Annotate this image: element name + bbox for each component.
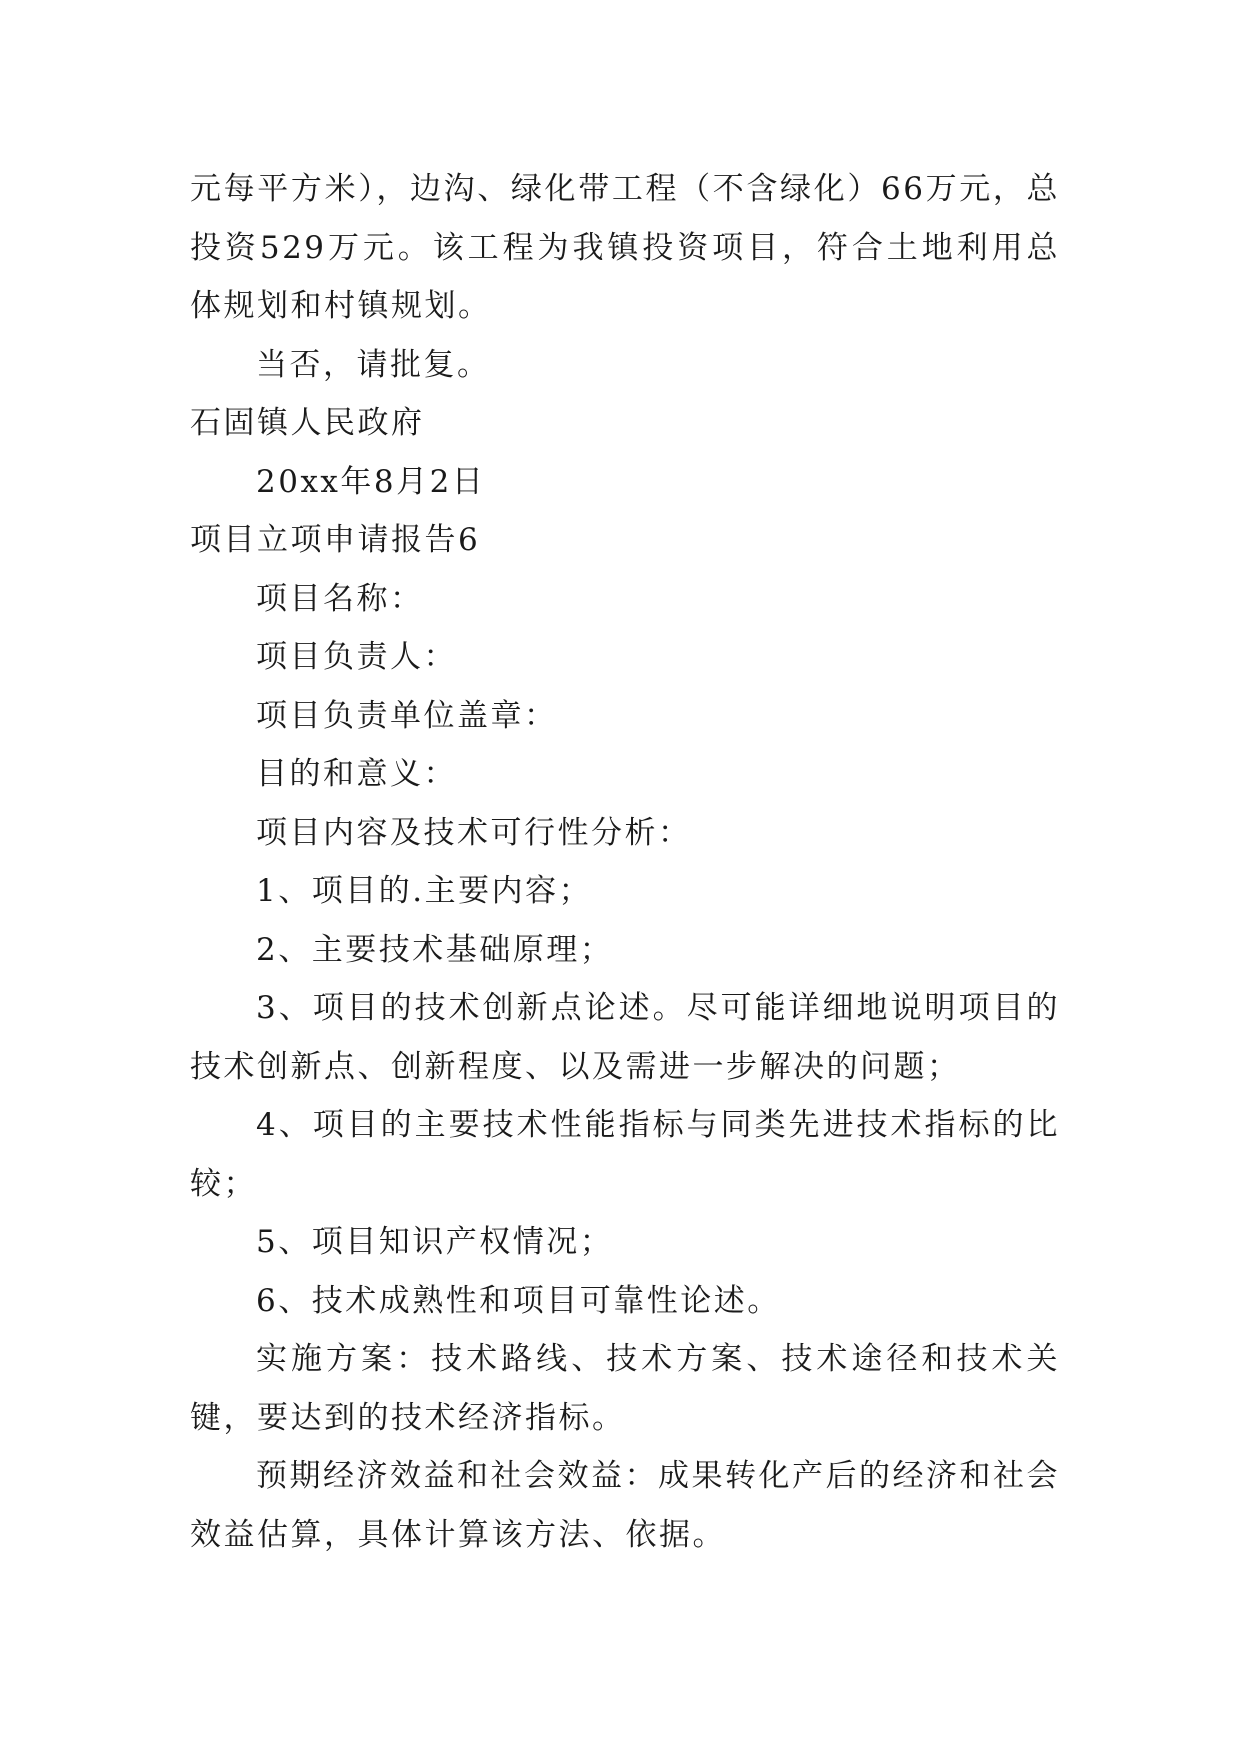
- signature-organization: 石固镇人民政府: [190, 405, 425, 441]
- paragraph-expected-benefits: 预期经济效益和社会效益：成果转化产后的经济和社会效益估算，具体计算该方法、依据。: [190, 1458, 1060, 1553]
- signature-date: 20xx年8月2日: [256, 463, 486, 500]
- field-project-leader: 项目负责人：: [256, 639, 457, 675]
- list-item-5: 5、项目知识产权情况；: [256, 1224, 614, 1260]
- list-item-2: 2、主要技术基础原理；: [256, 931, 614, 968]
- field-responsible-unit-seal: 项目负责单位盖章：: [256, 697, 558, 734]
- field-purpose: 目的和意义：: [256, 756, 457, 792]
- field-feasibility-analysis: 项目内容及技术可行性分析：: [256, 814, 692, 851]
- section-heading: 项目立项申请报告6: [190, 522, 481, 558]
- paragraph-implementation-plan: 实施方案：技术路线、技术方案、技术途径和技术关键，要达到的技术经济指标。: [190, 1341, 1060, 1436]
- list-item-3: 3、项目的技术创新点论述。尽可能详细地说明项目的技术创新点、创新程度、以及需进一步解决的问题；: [190, 990, 1060, 1085]
- list-item-6: 6、技术成熟性和项目可靠性论述。: [256, 1282, 781, 1319]
- paragraph-request-approval: 当否，请批复。: [256, 346, 491, 383]
- field-project-name: 项目名称：: [256, 580, 424, 617]
- list-item-1: 1、项目的.主要内容；: [256, 873, 593, 909]
- list-item-4: 4、项目的主要技术性能指标与同类先进技术指标的比较；: [190, 1107, 1060, 1202]
- document-body: [190, 160, 1060, 1564]
- paragraph-investment-summary: 元每平方米），边沟、绿化带工程（不含绿化）66万元，总投资529万元。该工程为我镇投资项目，符合土地利用总体规划和村镇规划。: [190, 171, 1060, 324]
